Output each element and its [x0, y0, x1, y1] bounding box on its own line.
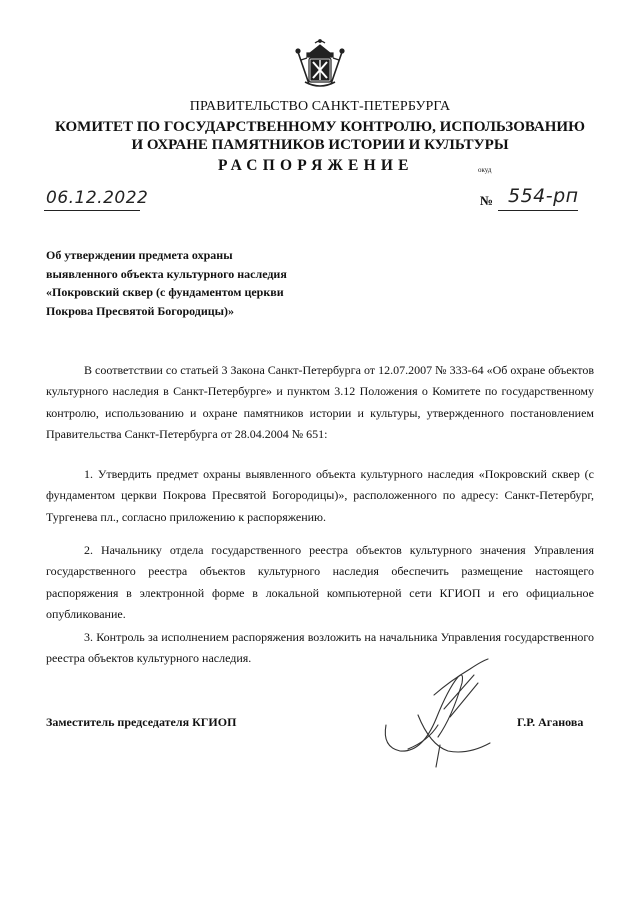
- okud-label: окуд: [478, 166, 492, 174]
- st-petersburg-coat-of-arms-icon: [293, 38, 347, 92]
- handwritten-signature: [378, 655, 508, 770]
- subject-line: выявленного объекта культурного наследия: [46, 266, 287, 281]
- document-date: 06.12.2022: [46, 188, 149, 208]
- subject-line: Об утверждении предмета охраны: [46, 248, 233, 262]
- number-underline: [498, 210, 578, 211]
- number-label: №: [480, 193, 494, 208]
- preamble-paragraph: В соответствии со статьей 3 Закона Санкт-Петербурга от 12.07.2007 № 333-64 «Об охране объектов культурного наследия в Санкт-Петербурге» и пунктом 3.12 Положения о Комитете по государственному контролю, использованию и охране памятников истории и культуры, утвержденного постановлением Правительства Санкт-Петербурга от 28.04.2004 № 651:: [46, 363, 594, 442]
- clause-1: 1. Утвердить предмет охраны выявленного объекта культурного наследия «Покровский сквер (с фундаментом церкви Покрова Пресвятой Богородицы)», расположенного по адресу: Санкт-Петербург, Тургенева пл., согласно приложению к распоряжению.: [46, 467, 594, 524]
- document-type: РАСПОРЯЖЕНИЕ: [218, 157, 414, 174]
- document-subject: [46, 246, 287, 320]
- government-name: ПРАВИТЕЛЬСТВО САНКТ-ПЕТЕРБУРГА: [189, 99, 451, 114]
- signer-title: Заместитель председателя КГИОП: [46, 715, 237, 729]
- document-number: 554-рп: [508, 185, 579, 207]
- committee-name-line1: КОМИТЕТ ПО ГОСУДАРСТВЕННОМУ КОНТРОЛЮ, ИСПОЛЬЗОВАНИЮ: [55, 119, 585, 135]
- date-underline: [44, 210, 140, 211]
- clause-3: 3. Контроль за исполнением распоряжения возложить на начальника Управления государственного реестра объектов культурного наследия.: [46, 630, 594, 666]
- signer-name: Г.Р. Аганова: [517, 715, 584, 729]
- committee-name-line2: И ОХРАНЕ ПАМЯТНИКОВ ИСТОРИИ И КУЛЬТУРЫ: [131, 137, 509, 153]
- clause-2: 2. Начальнику отдела государственного реестра объектов культурного значения Управления государственного реестра объектов культурного наследия обеспечить размещение настоящего распоряжения в электронной форме в локальной компьютерной сети КГИОП и его официальное опубликование.: [46, 543, 594, 622]
- subject-line: Покрова Пресвятой Богородицы)»: [46, 303, 235, 318]
- subject-line: «Покровский сквер (с фундаментом церкви: [46, 285, 284, 299]
